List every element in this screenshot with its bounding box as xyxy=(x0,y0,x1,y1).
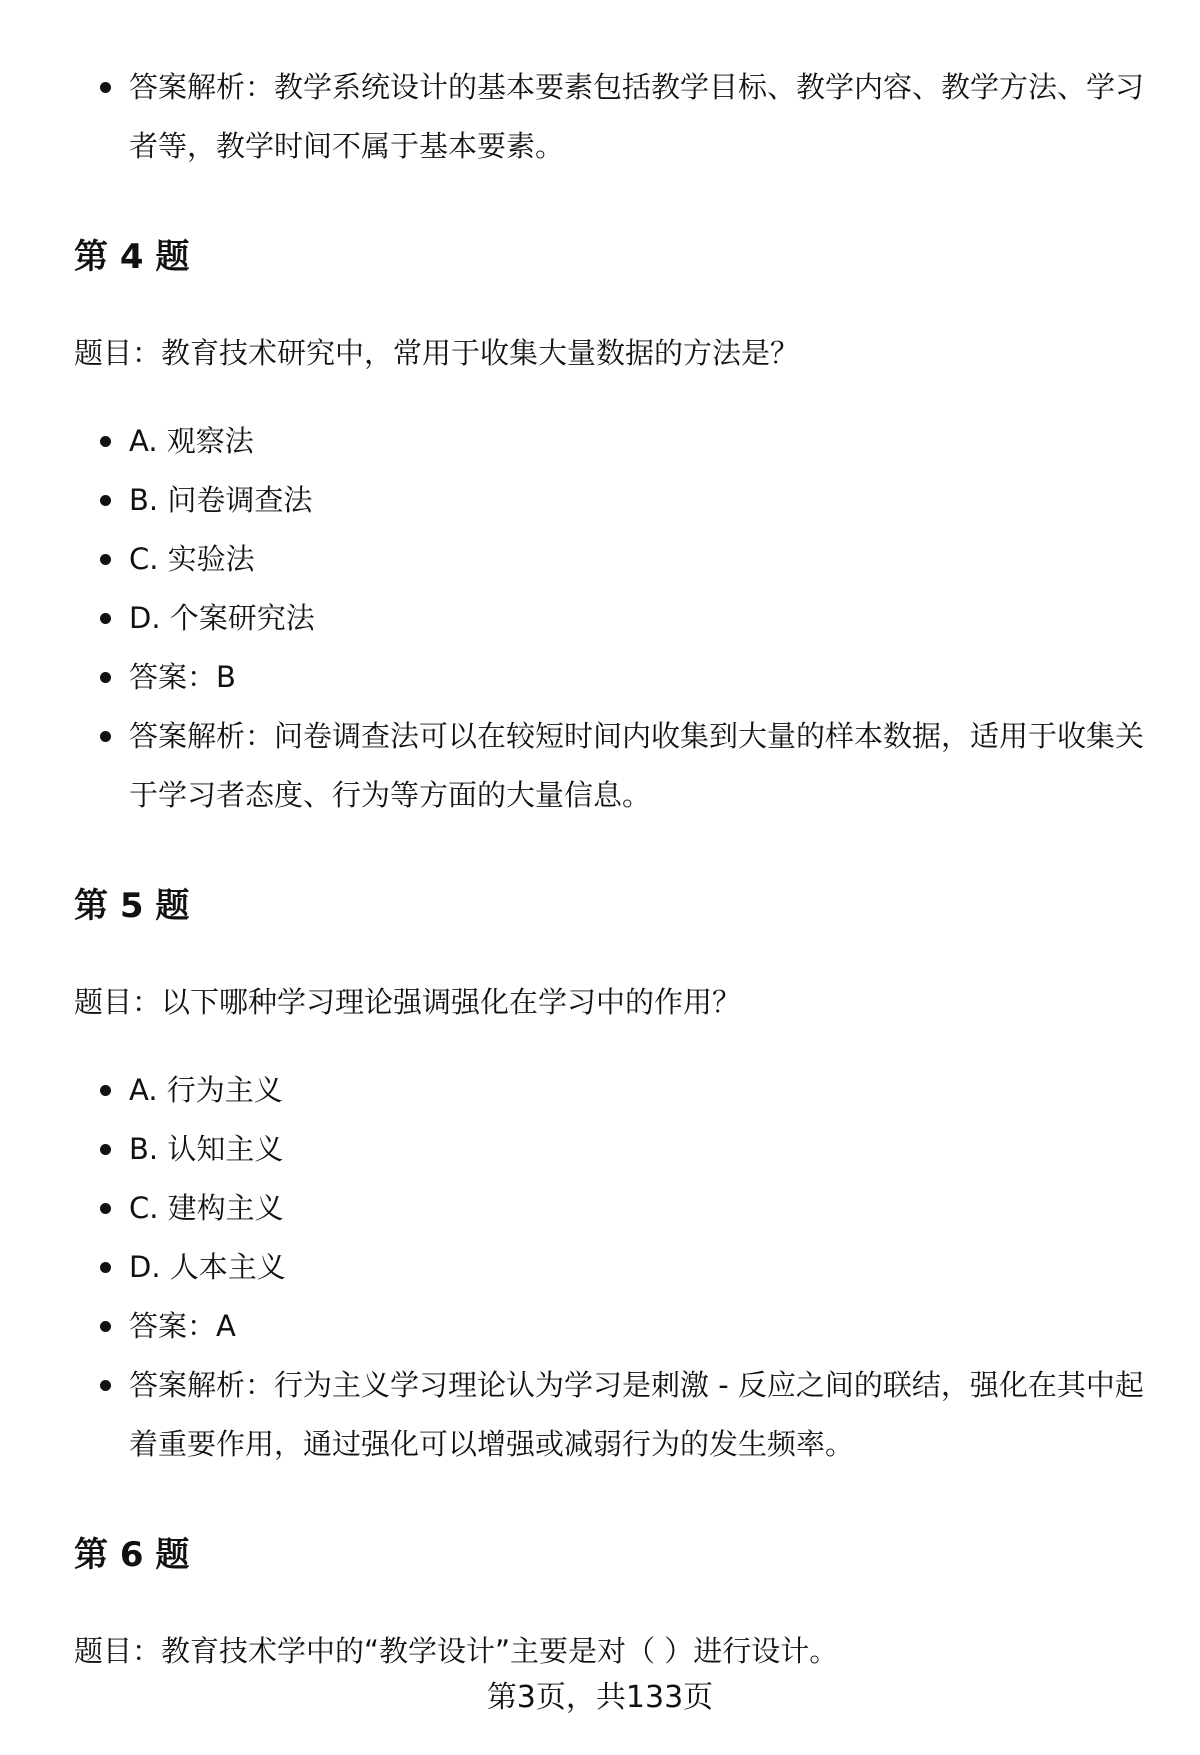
question-5-text: 题目：以下哪种学习理论强调强化在学习中的作用？ xyxy=(74,985,742,1019)
q4-analysis: 答案解析：问卷调查法可以在较短时间内收集到大量的样本数据，适用于收集关于学习者态度、行为等方面的大量信息。 xyxy=(74,707,1154,825)
q5-option-c: C. 建构主义 xyxy=(74,1179,1154,1238)
question-4-list xyxy=(74,412,1154,825)
q3-analysis: 答案解析：教学系统设计的基本要素包括教学目标、教学内容、教学方法、学习者等，教学时间不属于基本要素。 xyxy=(74,58,1154,176)
q5-option-b: B. 认知主义 xyxy=(74,1120,1154,1179)
question-6-heading: 第 6 题 xyxy=(74,1535,190,1575)
question-5-heading: 第 5 题 xyxy=(74,886,190,926)
question-5-list xyxy=(74,1061,1154,1474)
q4-answer: 答案：B xyxy=(74,648,1154,707)
page-content xyxy=(74,58,1154,1676)
q4-option-d: D. 个案研究法 xyxy=(74,589,1154,648)
question-6-text: 题目：教育技术学中的“教学设计”主要是对（ ）进行设计。 xyxy=(74,1634,839,1668)
question-4-heading: 第 4 题 xyxy=(74,237,190,277)
q5-answer: 答案：A xyxy=(74,1297,1154,1356)
page-footer: 第3页，共133页 xyxy=(486,1680,714,1715)
q4-option-b: B. 问卷调查法 xyxy=(74,471,1154,530)
q5-option-a: A. 行为主义 xyxy=(74,1061,1154,1120)
q4-option-c: C. 实验法 xyxy=(74,530,1154,589)
q3-tail-list xyxy=(74,58,1154,176)
q4-option-a: A. 观察法 xyxy=(74,412,1154,471)
q5-option-d: D. 人本主义 xyxy=(74,1238,1154,1297)
question-4-text: 题目：教育技术研究中，常用于收集大量数据的方法是？ xyxy=(74,336,800,370)
q5-analysis: 答案解析：行为主义学习理论认为学习是刺激 - 反应之间的联结，强化在其中起着重要作用，通过强化可以增强或减弱行为的发生频率。 xyxy=(74,1356,1154,1474)
